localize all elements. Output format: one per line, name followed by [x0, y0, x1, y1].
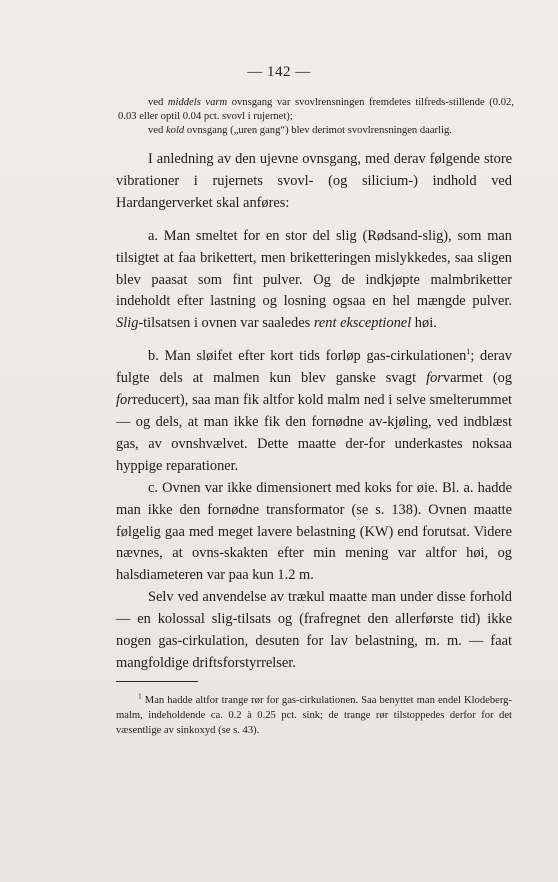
footnote-text: Man hadde altfor trange rør for gas-cirkulationen. Saa benyttet man endel Klodeberg-malm, indeholdende ca. 0.2 à 0.25 pct. sink; de trange rør tilstoppedes derfor for det væsentlige av sinkoxyd (se s. 43). [116, 695, 512, 736]
middels-varm-emphasis: middels varm [167, 97, 228, 108]
forreducert-emphasis: for [116, 392, 133, 409]
footnote-reference: 1 [466, 347, 471, 357]
rent-eksceptionel-emphasis: rent eksceptionel [313, 315, 412, 332]
paragraph-a: a. Man smeltet for en stor del slig (Rødsand-slig), som man tilsigtet at faa brikettert, men briketteringen mislykkedes, saa sligen blev paasat som fint pulver. Og de indkjøpte malmbriketter indeholdt efter lastning og losning ogsaa en hel mængde pulver. Slig-tilsatsen i ovnen var saaledes rent eksceptionel høi. [116, 227, 512, 332]
forvarmet-emphasis: for [426, 370, 443, 387]
paragraph-selv: Selv ved anvendelse av trækul maatte man under disse forhold — en kolossal slig-tilsats og (frafregnet den allerførste tid) ikke nogen gas-cirkulation, desuten for lav belastning, m. m. — faat mangfoldige driftsforstyrrelser. [116, 589, 512, 671]
intro-line-kold: ved kold ovnsgang („uren gang“) blev derimot svovlrensningen daarlig. [148, 125, 452, 136]
main-text [116, 149, 512, 675]
paragraph-anledning: I anledning av den ujevne ovnsgang, med derav følgende store vibrationer i rujernets svovl- (og silicium-) indhold ved Hardangerverket skal anføres: [116, 151, 512, 211]
intro-line-middels: ved middels varm ovnsgang var svovlrensningen fremdetes tilfreds-stillende (0.02, 0.03 eller optil 0.04 pct. svovl i rujernet); [118, 97, 514, 122]
footnote-text-block [116, 691, 512, 738]
page-number: — 142 — [247, 64, 311, 80]
footnote-mark: 1 [138, 691, 142, 701]
kold-emphasis: kold [165, 125, 185, 136]
footnote-divider [116, 681, 198, 682]
paragraph-c: c. Ovnen var ikke dimensionert med koks for øie. Bl. a. hadde man ikke den fornødne transformator (se s. 138). Ovnen maatte følgelig gaa med meget lavere belastning (KW) end forutsat. Videre nævnes, at ovns-skakten efter min mening var altfor høi, og halsdiameteren var paa kun 1.2 m. [116, 479, 512, 584]
paragraph-b: b. Man sløifet efter kort tids forløp gas-cirkulationen$^1$; derav fulgte dels at malmen kun blev ganske svagt forvarmet (og forreducert), saa man fik altfor kold malm ned i selve smelterummet — og dels, at man ikke fik den fornødne av-kjøling, ved indblæst gas, av ovnshvælvet. Dette maatte der-for underkastes noksaa hyppige reparationer. [116, 347, 513, 474]
intro-block [118, 96, 514, 138]
slig-emphasis: Slig [116, 315, 139, 332]
footnote [116, 691, 512, 738]
